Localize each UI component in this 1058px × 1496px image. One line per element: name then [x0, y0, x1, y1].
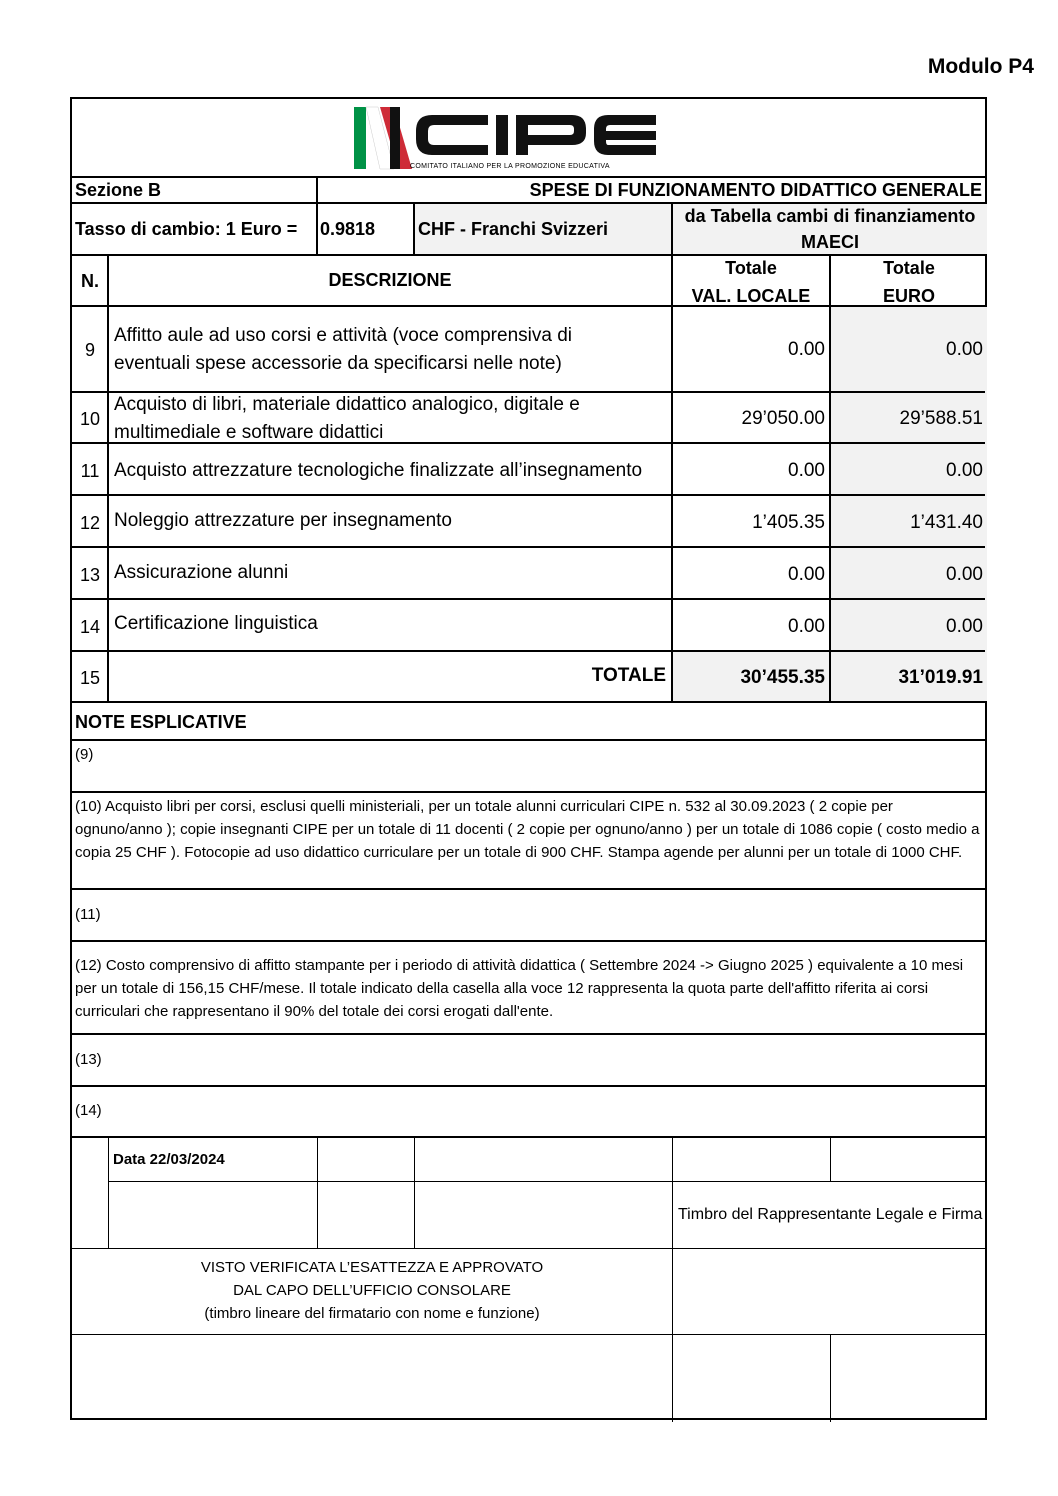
row-description: Certificazione linguistica	[114, 613, 318, 634]
signature-date: Data 22/03/2024	[113, 1151, 225, 1168]
row-euro-value: 0.00	[946, 460, 983, 481]
logo-subtitle: COMITATO ITALIANO PER LA PROMOZIONE EDUCATIVA	[410, 163, 610, 170]
total-row-number: 15	[79, 668, 101, 688]
row-local-value: 29’050.00	[741, 408, 825, 429]
row-number: 14	[79, 617, 101, 637]
col-header-description: DESCRIZIONE	[328, 270, 452, 290]
total-euro-value: 31’019.91	[898, 667, 983, 688]
consular-approval-line3: (timbro lineare del firmatario con nome e funzione)	[204, 1305, 540, 1322]
notes-heading: NOTE ESPLICATIVE	[75, 712, 247, 732]
row-description: Noleggio attrezzature per insegnamento	[114, 510, 452, 531]
row-description: Assicurazione alunni	[114, 562, 289, 583]
note-12: (12) Costo comprensivo di affitto stampante per i periodo di attività didattica ( Settembre 2024 -> Giugno 2025 ) equivalente a 10 mesi per un totale di 156,15 CHF/mese. Il totale indicato della casella alla voce 12 rappresenta la quota parte dell'affitto riferita ai corsi curriculari che rappresentano il 90% del totale dei corsi erogati dall'ente.	[75, 957, 964, 1020]
col-header-euro-l2: EURO	[882, 286, 935, 306]
row-number: 10	[79, 409, 101, 429]
row-number: 11	[80, 461, 100, 481]
note-11: (11)	[75, 906, 101, 923]
section-title: SPESE DI FUNZIONAMENTO DIDATTICO GENERALE	[529, 180, 982, 200]
row-number: 13	[79, 565, 101, 585]
col-header-euro-l1: Totale	[883, 258, 935, 278]
row-euro-value: 29’588.51	[899, 408, 983, 429]
note-13: (13)	[75, 1051, 102, 1068]
consular-approval-line2: DAL CAPO DELL’UFFICIO CONSOLARE	[233, 1282, 511, 1299]
exchange-label: Tasso di cambio: 1 Euro =	[75, 219, 298, 239]
row-euro-value: 0.00	[946, 339, 983, 360]
row-local-value: 0.00	[788, 616, 825, 637]
section-label: Sezione B	[75, 180, 162, 200]
exchange-source-line2: MAECI	[801, 232, 859, 252]
consular-approval-line1: VISTO VERIFICATA L’ESATTEZZA E APPROVATO	[200, 1259, 544, 1276]
row-local-value: 0.00	[788, 564, 825, 585]
module-label: Modulo P4	[927, 55, 1034, 78]
exchange-rate: 0.9818	[320, 219, 376, 239]
row-local-value: 1’405.35	[752, 512, 825, 533]
total-label: TOTALE	[591, 665, 666, 686]
cipe-logo	[350, 103, 660, 173]
row-number: 9	[84, 340, 95, 360]
form-sheet	[70, 97, 987, 1420]
exchange-source-line1: da Tabella cambi di finanziamento	[684, 206, 976, 226]
note-9: (9)	[75, 746, 94, 763]
col-header-n: N.	[81, 271, 99, 291]
exchange-currency: CHF - Franchi Svizzeri	[418, 219, 609, 239]
row-number: 12	[79, 513, 101, 533]
row-description: Affitto aule ad uso corsi e attività (voce comprensiva di eventuali spese accessorie da specificarsi nelle note)	[114, 325, 572, 374]
row-euro-value: 0.00	[946, 564, 983, 585]
row-description: Acquisto attrezzature tecnologiche finalizzate all’insegnamento	[114, 460, 643, 481]
row-euro-value: 1’431.40	[910, 512, 983, 533]
row-euro-value: 0.00	[946, 616, 983, 637]
note-10: (10) Acquisto libri per corsi, esclusi quelli ministeriali, per un totale alunni curriculari CIPE n. 532 al 30.09.2023 ( 2 copie per ognuno/anno ); copie insegnanti CIPE per un totale di 11 docenti ( 2 copie per ognuno/anno ) per un totale di 1086 copie ( costo medio a copia 25 CHF ). Fotocopie ad uso didattico curriculare per un totale di 900 CHF. Stampa agende per alunni per un totale di 1000 CHF.	[75, 798, 980, 861]
col-header-local-l1: Totale	[725, 258, 777, 278]
note-14: (14)	[75, 1102, 102, 1119]
stamp-signature-label: Timbro del Rappresentante Legale e Firma	[678, 1206, 983, 1223]
total-local-value: 30’455.35	[740, 667, 825, 688]
row-local-value: 0.00	[788, 339, 825, 360]
col-header-local-l2: VAL. LOCALE	[691, 286, 811, 306]
row-local-value: 0.00	[788, 460, 825, 481]
row-description: Acquisto di libri, materiale didattico analogico, digitale e multimediale e software didattici	[114, 394, 580, 443]
